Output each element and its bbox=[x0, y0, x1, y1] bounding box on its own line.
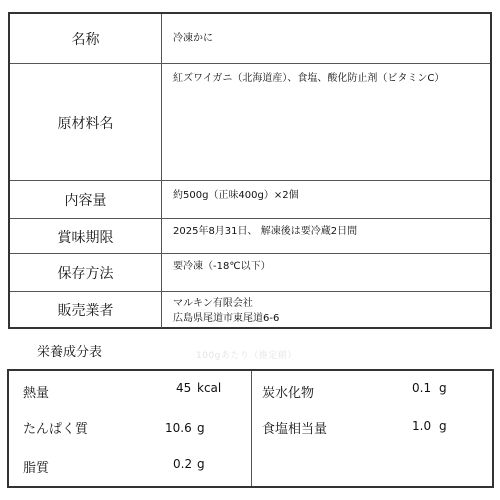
label-row-title: 内容量 bbox=[10, 181, 162, 219]
nutrition-column-divider bbox=[251, 371, 252, 486]
product-label-table bbox=[8, 12, 492, 329]
nutrient-value: 0.1 bbox=[412, 381, 432, 395]
label-row-seller bbox=[10, 291, 490, 328]
nutrient-unit: g bbox=[439, 419, 447, 433]
nutrient-label: 炭水化物 bbox=[262, 386, 315, 401]
nutrient-unit: g bbox=[197, 457, 205, 471]
nutrient-label: 食塩相当量 bbox=[262, 422, 328, 437]
label-row-title: 原材料名 bbox=[10, 64, 162, 181]
nutrient-label: 脂質 bbox=[23, 461, 50, 476]
label-row-title: 保存方法 bbox=[10, 254, 162, 292]
label-row-ingredients bbox=[10, 63, 490, 181]
label-row-name bbox=[10, 14, 490, 63]
nutrient-unit: kcal bbox=[197, 381, 222, 395]
nutrient-unit: g bbox=[197, 421, 205, 435]
label-row-value: マルキン有限会社 広島県尾道市東尾道6-6 bbox=[173, 298, 280, 324]
nutrient-value: 0.2 bbox=[173, 457, 193, 471]
nutrition-heading: 栄養成分表 bbox=[37, 345, 103, 360]
nutrient-label: たんぱく質 bbox=[23, 422, 89, 437]
nutrient-value: 1.0 bbox=[412, 419, 432, 433]
label-row-best-before bbox=[10, 218, 490, 254]
nutrient-label: 熱量 bbox=[23, 386, 50, 401]
nutrient-value: 45 bbox=[176, 381, 192, 395]
label-row-title: 販売業者 bbox=[10, 292, 162, 328]
nutrition-table bbox=[7, 369, 494, 488]
nutrient-unit: g bbox=[439, 381, 447, 395]
nutrition-basis-note: 100gあたり（推定値） bbox=[196, 351, 297, 361]
label-row-value: 冷凍かに bbox=[173, 33, 213, 44]
label-row-title: 賞味期限 bbox=[10, 219, 162, 254]
label-row-value: 要冷凍（-18℃以下） bbox=[173, 261, 271, 272]
nutrient-value: 10.6 bbox=[165, 421, 192, 435]
label-row-value: 2025年8月31日、 解凍後は要冷蔵2日間 bbox=[173, 226, 358, 237]
label-row-title: 名称 bbox=[10, 14, 162, 63]
label-row-storage bbox=[10, 253, 490, 292]
label-row-value: 約500g（正味400g）×2個 bbox=[173, 190, 299, 201]
label-row-quantity bbox=[10, 180, 490, 219]
label-row-value: 紅ズワイガニ（北海道産）、食塩、酸化防止剤（ビタミンC） bbox=[173, 73, 445, 84]
